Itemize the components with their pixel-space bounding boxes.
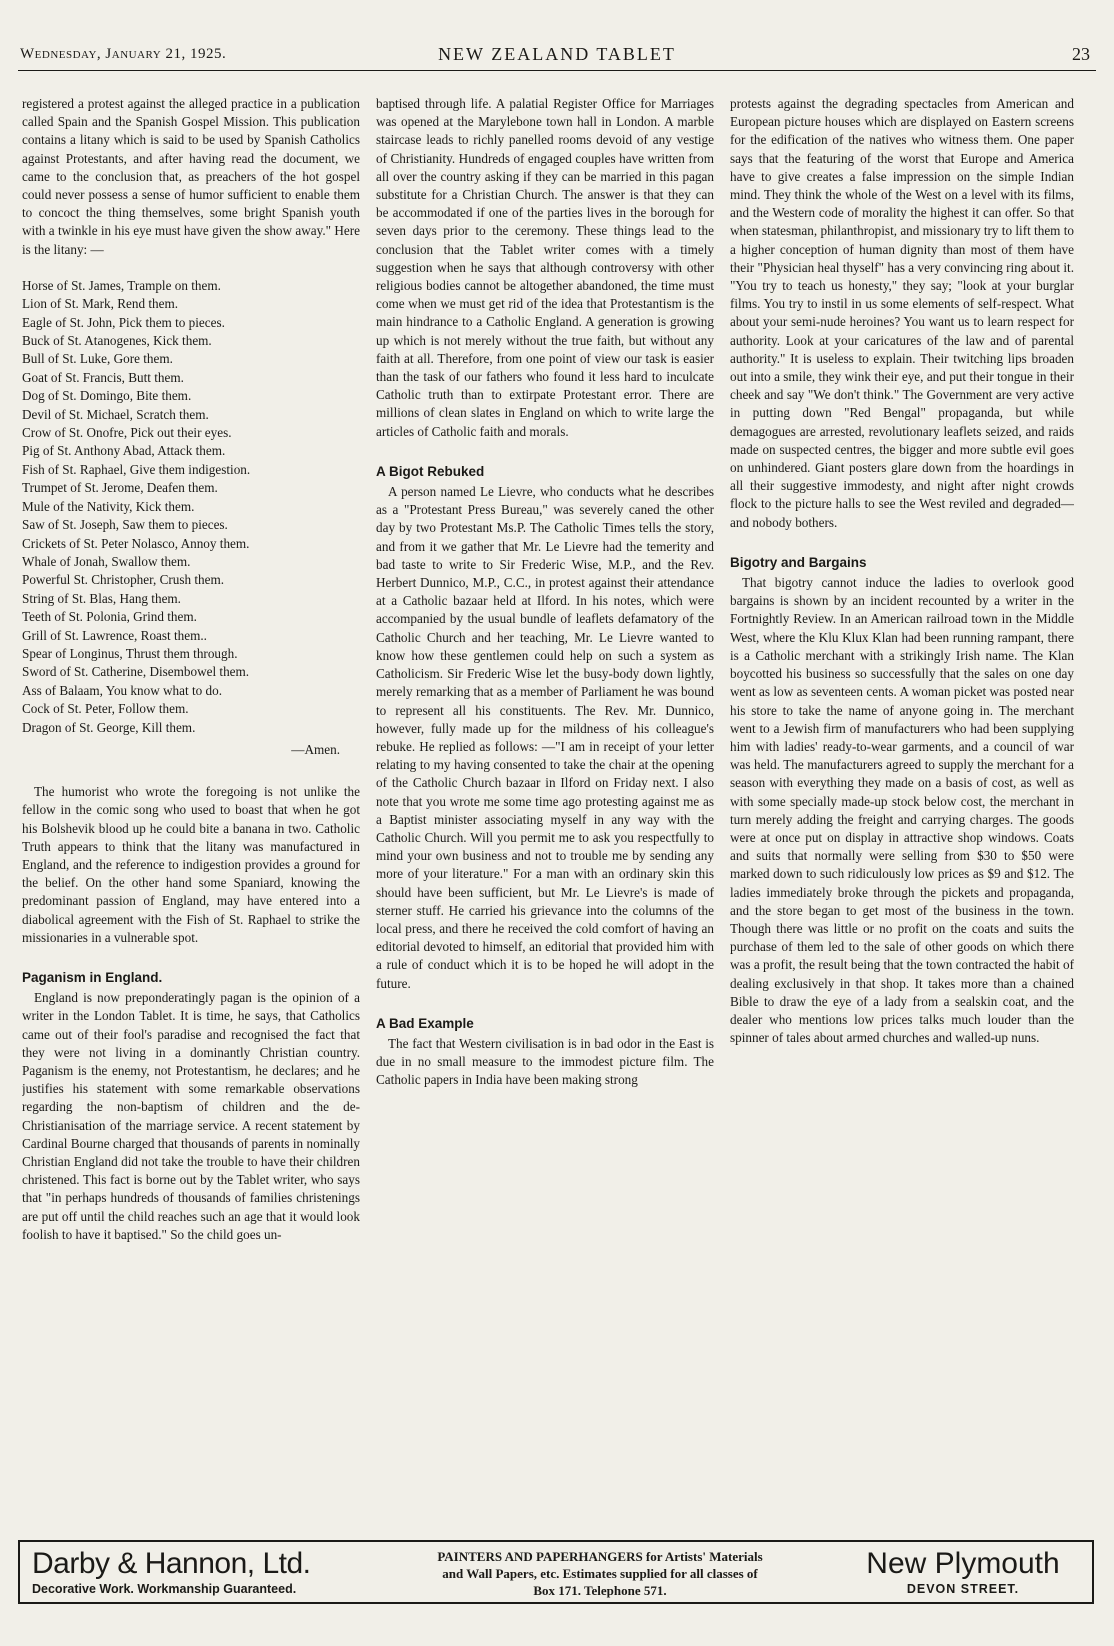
bigot-paragraph: A person named Le Lievre, who conducts what he describes as a "Protestant Press Bureau," was severely caned the other day by two Protestant Ms.P. The Catholic Times tells the story, and from it we gather that Mr. Le Lievre had the temerity and bad taste to write to Sir Frederic Wise, M.P., and the Rev. Herbert Dunnico, M.P., C.C., in protest against their attendance at a Catholic bazaar held at Ilford. In his notes, which were accompanied by the usual bundle of leaflets defamatory of the Catholic Church and her teaching, Mr. Le Lievre wanted to know how these gentlemen could help on such a system as Catholicism. Sir Frederic Wise let the busy-body down lightly, merely remarking that as a member of Parliament he was bound to represent all his constituents. The Rev. Mr. Dunnico, however, fully made up for the mildness of his colleague's rebuke. He replied as follows: —"I am in receipt of your letter relating to my having consented to take the chair at the opening of the Catholic Church bazaar in Ilford on Friday next. I also note that you wrote me some time ago protesting against me as a Baptist minister associating myself in any way with the Catholic Church. Will you permit me to ask you respectfully to mind your own business and not to trouble me by sending any more of your literature." For a man with an ordinary skin this should have been sufficient, but Mr. Le Lievre's is made of sterner stuff. He carried his grievance into the columns of the local press, and there he received the cold comfort of having an editorial devoted to himself, an editorial that provided him with a rule of conduct which it is to be hoped he will adopt in the future. xyxy=(376,484,714,991)
litany-line: Fish of St. Raphael, Give them indigestion. xyxy=(22,461,251,477)
litany-line: Mule of the Nativity, Kick them. xyxy=(22,498,195,514)
issue-date: Wednesday, January 21, 1925. xyxy=(20,46,227,62)
litany-line: Pig of St. Anthony Abad, Attack them. xyxy=(22,443,226,459)
page-header xyxy=(18,40,1096,71)
litany-line: Eagle of St. John, Pick them to pieces. xyxy=(22,314,225,330)
litany-line: Lion of St. Mark, Rend them. xyxy=(22,296,179,312)
advert-line-1: PAINTERS AND PAPERHANGERS for Artists' Materials xyxy=(437,1549,763,1564)
advert-tagline: Decorative Work. Workmanship Guaranteed. xyxy=(32,1582,297,1596)
litany-line: String of St. Blas, Hang them. xyxy=(22,590,181,606)
column-3 xyxy=(730,95,1074,1535)
litany-line: Trumpet of St. Jerome, Deafen them. xyxy=(22,480,218,496)
litany-line: Whale of Jonah, Swallow them. xyxy=(22,553,191,569)
litany-line: Dog of St. Domingo, Bite them. xyxy=(22,388,192,404)
column-1 xyxy=(22,95,360,1535)
litany-line: Goat of St. Francis, Butt them. xyxy=(22,369,184,385)
heading-a-bad-example: A Bad Example xyxy=(376,1015,474,1031)
litany-intro-paragraph: registered a protest against the alleged practice in a publication called Spain and the Spanish Gospel Mission. This publication contains a litany which is said to be used by Spanish Catholics against Protestants, and after having read the document, we came to the conclusion that, as preachers of the hot gospel could never possess a sense of humor sufficient to enable them to concoct the thing themselves, some bright Spanish youth with a twinkle in his eye must have given the show away." Here is the litany: — xyxy=(22,96,360,257)
litany-line: Ass of Balaam, You know what to do. xyxy=(22,682,223,698)
advert-left xyxy=(32,1548,372,1596)
advert-line-2: and Wall Papers, etc. Estimates supplied for all classes of xyxy=(442,1566,758,1581)
litany-line: Saw of St. Joseph, Saw them to pieces. xyxy=(22,517,228,533)
litany-line: Dragon of St. George, Kill them. xyxy=(22,719,196,735)
litany-line: Devil of St. Michael, Scratch them. xyxy=(22,406,209,422)
advert-middle xyxy=(380,1548,820,1599)
advert-town: New Plymouth xyxy=(866,1547,1060,1580)
heading-a-bigot-rebuked: A Bigot Rebuked xyxy=(376,463,485,479)
advert-company-name: Darby & Hannon, Ltd. xyxy=(32,1547,311,1580)
heading-bigotry-and-bargains: Bigotry and Bargains xyxy=(730,554,867,570)
litany-line: Powerful St. Christopher, Crush them. xyxy=(22,572,225,588)
litany-line: Teeth of St. Polonia, Grind them. xyxy=(22,609,197,625)
heading-paganism-in-england: Paganism in England. xyxy=(22,970,163,986)
page-number: 23 xyxy=(1072,44,1090,64)
litany-line: Bull of St. Luke, Gore them. xyxy=(22,351,173,367)
litany-line: Crow of St. Onofre, Pick out their eyes. xyxy=(22,425,232,441)
column-2 xyxy=(376,95,714,1535)
humorist-paragraph: The humorist who wrote the foregoing is not unlike the fellow in the comic song who used to boast that when he got his Bolshevik blood up he could bite a banana in two. Catholic Truth appears to think that the litany was manufactured in England, and the reference to indigestion provides a ground for the belief. On the other hand some Spaniard, knowing the predominant passion of England, may have entered into a diabolical agreement with the Fish of St. Raphael to strike the missionaries in a vulnerable spot. xyxy=(22,784,360,945)
litany-line: Grill of St. Lawrence, Roast them.. xyxy=(22,627,207,643)
bad-example-paragraph: The fact that Western civilisation is in bad odor in the East is due in no small measure to the immodest picture film. The Catholic papers in India have been making strong xyxy=(376,1035,714,1088)
litany-line: Buck of St. Atanogenes, Kick them. xyxy=(22,333,212,349)
advert-right xyxy=(848,1548,1078,1596)
litany-line: Crickets of St. Peter Nolasco, Annoy them. xyxy=(22,535,250,551)
publication-title: NEW ZEALAND TABLET xyxy=(438,44,676,64)
bargains-paragraph: That bigotry cannot induce the ladies to overlook good bargains is shown by an incident recounted by a writer in the Fortnightly Review. In an American railroad town in the Middle West, where the Klu Klux Klan had been running rampant, there is a Catholic merchant with a strikingly Irish name. The Klan boycotted his business so successfully that the sales on one day went as low as seventeen cents. A woman picket was posted near his store to take the name of anyone going in. The merchant went to a Jewish firm of manufacturers who had been supplying him with ladies' ready-to-wear garments, and a council of war was held. The manufacturers agreed to supply the merchant for a season with everything they made on a basis of cost, as well as with some specially made-up stock below cost, the merchant in turn merely adding the freight and carrying charges. The goods were at once put on display in attractive shop windows. Coats and suits that normally were selling from $30 to $50 were marked down to such ridiculously low prices as $9 and $12. The ladies immediately broke through the pickets and propaganda, and the store began to get most of the business in the town. Though there was little or no profit on the coats and suits the purchase of them led to the sale of other goods on which there was a profit, the result being that the town contracted the habit of dealing exclusively in that shop. It takes more than a chained Bible to draw the eye of a lady from a sealskin coat, and the dealer who mentions low prices talks much louder than the spinner of tales about armed churches and walled-up nuns. xyxy=(730,575,1074,1046)
advert-street: DEVON STREET. xyxy=(906,1582,1020,1596)
litany-amen: —Amen. xyxy=(291,741,340,757)
litany-line: Cock of St. Peter, Follow them. xyxy=(22,701,189,717)
litany-line: Horse of St. James, Trample on them. xyxy=(22,277,221,293)
paganism-paragraph: England is now preponderatingly pagan is the opinion of a writer in the London Tablet. It is time, he says, that Catholics came out of their fool's paradise and recognised the fact that they were not living in a dominantly Christian country. Paganism is the enemy, not Protestantism, he declares; and he justifies his statement with some remarkable observations regarding the non-baptism of children and the de-Christianisation of the marriage service. A recent statement by Cardinal Bourne charged that thousands of parents in nominally Christian England did not take the trouble to have their children christened. This fact is borne out by the Tablet writer, who says that "in perhaps hundreds of thousands of families christenings are put off until the child reaches such an age that it would look foolish to have it baptised." So the child goes un- xyxy=(22,990,360,1242)
advertisement-box xyxy=(18,1540,1094,1604)
bad-example-continued-paragraph: protests against the degrading spectacles from American and European picture houses which are displayed on Eastern screens for the edification of the natives who witness them. One paper says that the featuring of the worst that Europe and America have to give creates a false impression on the simple Indian mind. They think the whole of the West on a level with its films, and the Western code of morality the highest it can offer. So that when statesman, philanthropist, and missionary try to lift them to a higher conception of human dignity than most of them have their "Physician heal thyself" has a very convincing ring about it. "You try to teach us honesty," they say; "look at your burglar films. You try to instil in us some elements of self-respect. What about your semi-nude heroines? You want us to learn respect for authority. Look at your caricatures of the law and of parental authority." It is useless to explain. Their twitching lips broaden out into a smile, they wink their eye, and put their tongue in their cheek and say "We don't think." The Government are very active in putting down "Red Bengal" propaganda, but while demagogues are arrested, revolutionary leaflets seized, and raids made on suspected centres, the bigger and more subtle evil goes on unhindered. Giant posters glare down from the hoardings in all their suggestive immodesty, and night after night crowds flock to the picture halls to see the West reviled and degraded—and nobody bothers. xyxy=(730,96,1074,530)
paganism-continued-paragraph: baptised through life. A palatial Register Office for Marriages was opened at the Marylebone town hall in London. A marble staircase leads to richly panelled rooms devoid of any vestige of Christianity. Hundreds of engaged couples have written from all over the country asking if they can be married in this pagan substitute for a Christian Church. The answer is that they can be accommodated if one of the parties lives in the borough for seven days prior to the ceremony. These things lead to the conclusion that the Tablet writer comes with a timely suggestion when he says that although controversy with other religious bodies cannot be altogether abandoned, the time must come when we must get rid of the idea that Protestantism is the main hindrance to a Catholic England. A generation is growing up which is not merely without the true faith, but without any faith at all. Therefore, from one point of view our task is easier than the task of our fathers who found it less hard to inculcate Catholic truth than to extirpate Protestant error. There are millions of clean slates in England on which to write large the articles of Catholic faith and morals. xyxy=(376,96,714,439)
litany-line: Spear of Longinus, Thrust them through. xyxy=(22,645,238,661)
litany-list xyxy=(22,277,360,737)
advert-line-3: Box 171. Telephone 571. xyxy=(533,1583,667,1598)
litany-line: Sword of St. Catherine, Disembowel them. xyxy=(22,664,250,680)
